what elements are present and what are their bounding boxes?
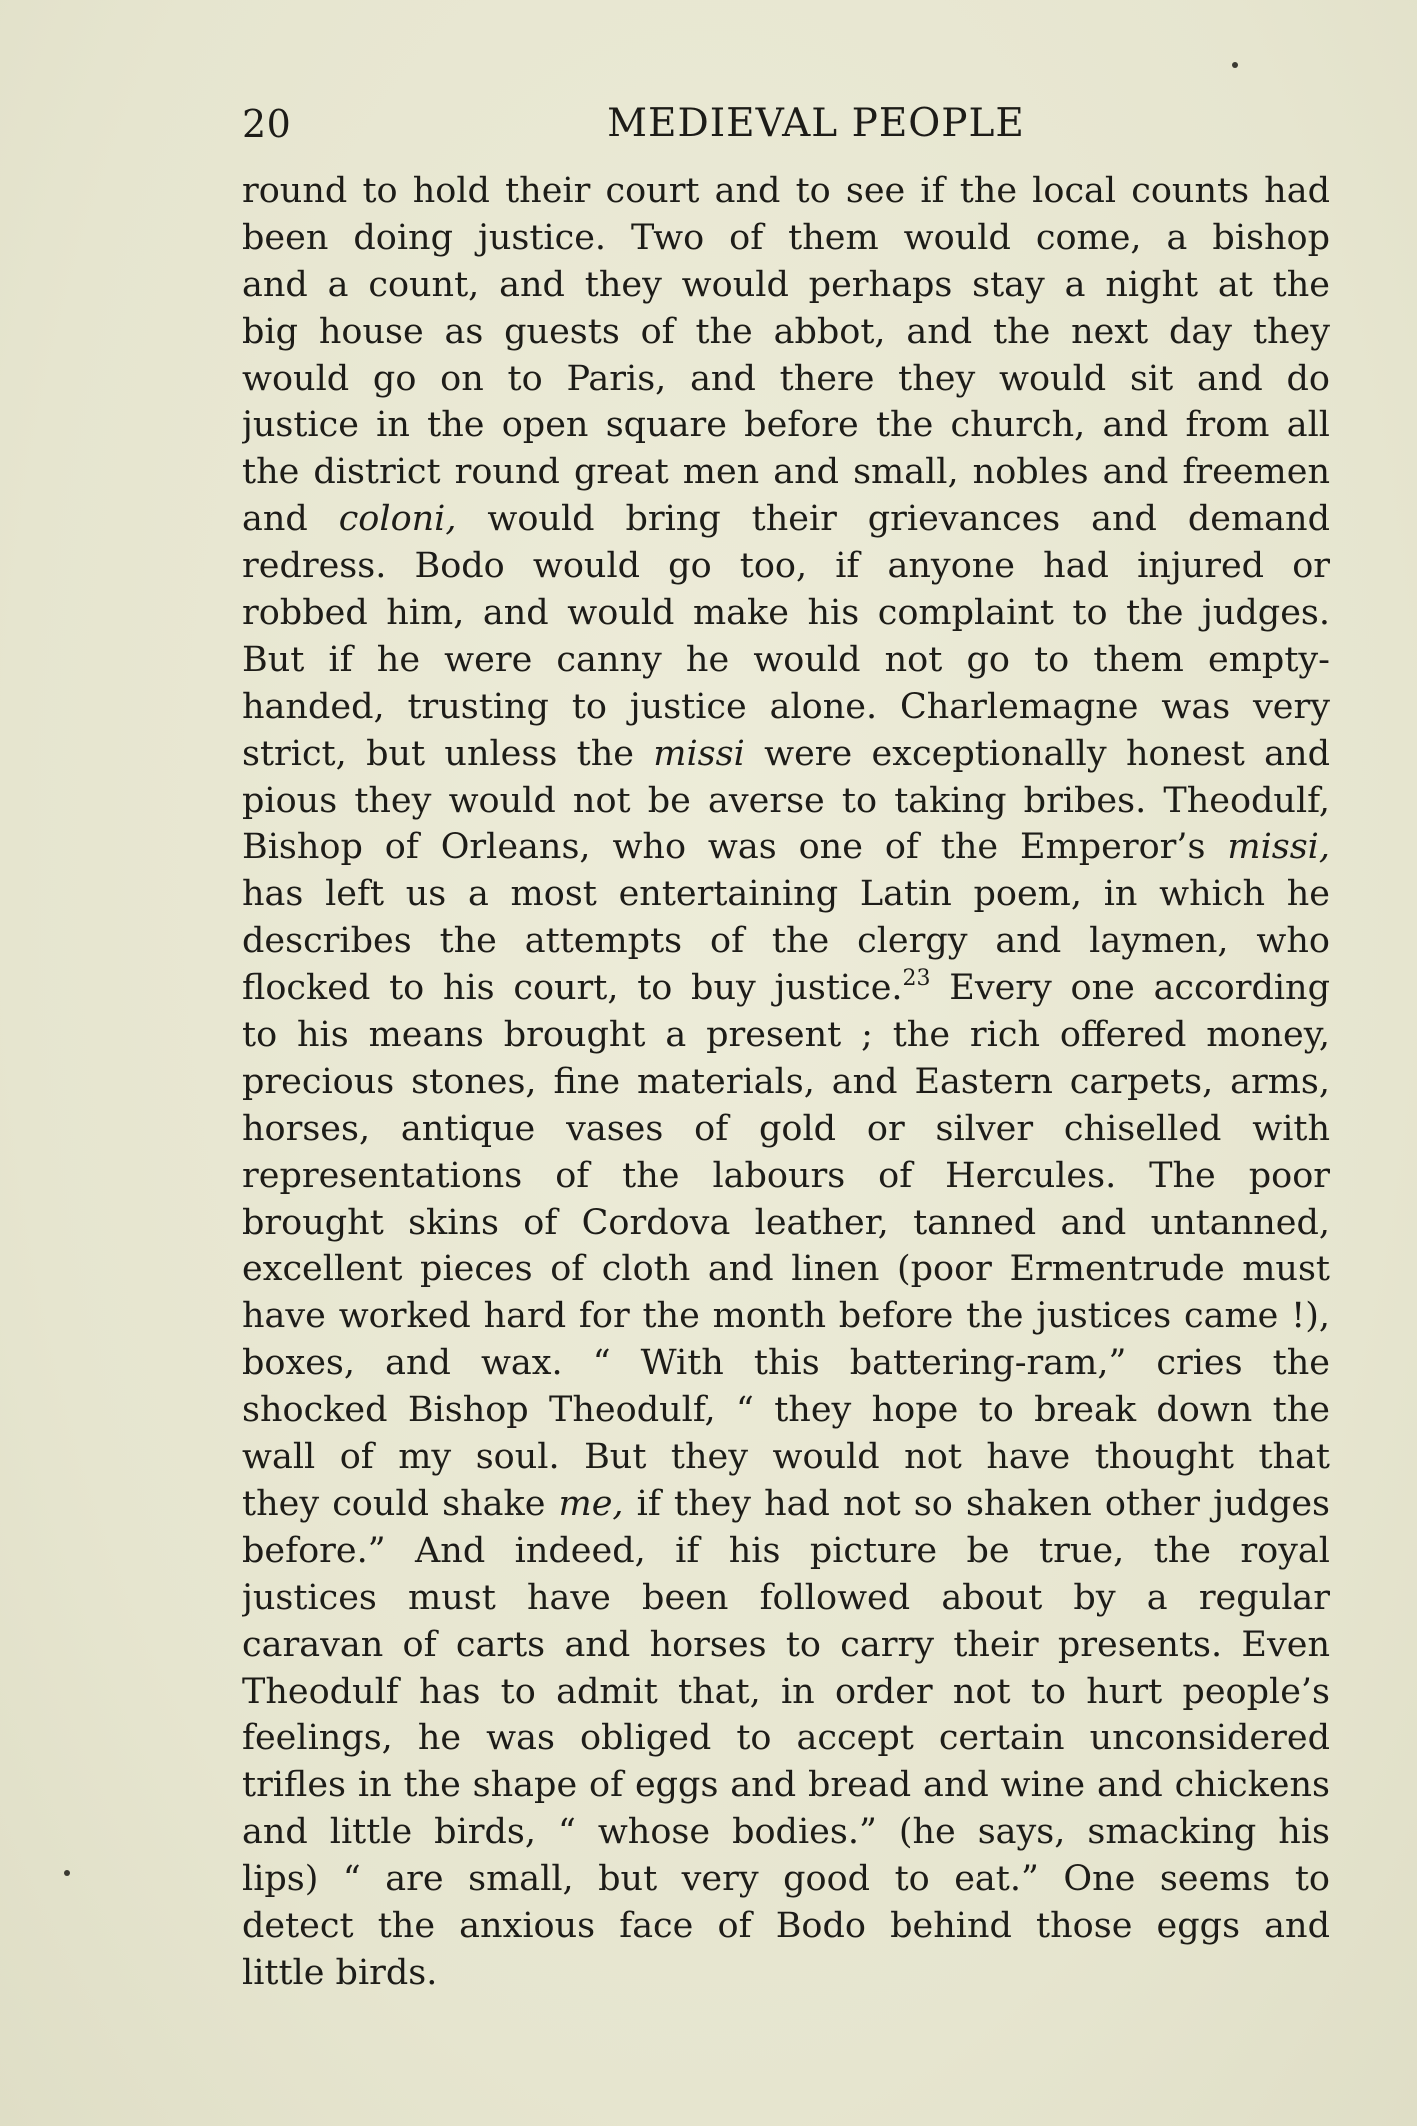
text-line [242,731,1330,778]
text-run: would bring their grievances and demand [456,499,1330,540]
text-line [242,496,1330,543]
text-line [242,1481,1330,1528]
body-paragraph [242,168,1330,1997]
text-line: pious they would not be averse to taking bribes. Theodulf, [242,780,1330,821]
text-run: flocked to his court, to buy justice. [242,968,903,1009]
text-line: and a count, and they would perhaps stay a night at the [242,264,1330,305]
text-line: horses, antique vases of gold or silver chiselled with [242,1108,1330,1149]
text-line: justices must have been followed about by a regular [242,1577,1330,1618]
text-line: to his means brought a present ; the rich offered money, [242,1015,1330,1056]
text-run: Bishop of Orleans, who was one of the Emperor’s [242,827,1228,868]
text-line: little birds. [242,1952,438,1993]
text-line: justice in the open square before the church, and from all [242,405,1330,446]
ink-speck [64,1870,70,1876]
ink-speck [1232,62,1238,68]
text-run: and [242,499,339,540]
text-line: precious stones, fine materials, and Eastern carpets, arms, [242,1061,1330,1102]
text-line: trifles in the shape of eggs and bread and wine and chickens [242,1765,1330,1806]
text-line [242,824,1330,871]
text-line: boxes, and wax. “ With this battering-ram,” cries the [242,1343,1330,1384]
text-line: would go on to Paris, and there they would sit and do [242,358,1330,399]
text-line: wall of my soul. But they would not have thought that [242,1437,1330,1478]
text-line: excellent pieces of cloth and linen (poor Ermentrude must [242,1249,1330,1290]
text-line: redress. Bodo would go too, if anyone had injured or [242,546,1330,587]
text-line: robbed him, and would make his complaint to the judges. [242,593,1330,634]
italic-term: me, [558,1483,624,1524]
text-line: and little birds, “ whose bodies.” (he says, smacking his [242,1812,1330,1853]
italic-term: missi, [1227,827,1330,868]
text-run: they could shake [242,1483,559,1524]
text-line: Theodulf has to admit that, in order not to hurt people’s [242,1671,1330,1712]
text-line: brought skins of Cordova leather, tanned and untanned, [242,1202,1330,1243]
italic-term: coloni, [338,499,457,540]
text-line: detect the anxious face of Bodo behind those eggs and [242,1905,1330,1946]
text-line: been doing justice. Two of them would come, a bishop [242,217,1330,258]
text-line: handed, trusting to justice alone. Charlemagne was very [242,686,1330,727]
text-run: were exceptionally honest and [744,733,1330,774]
text-line: before.” And indeed, if his picture be true, the royal [242,1530,1330,1571]
page-header [242,96,1330,152]
footnote-marker: 23 [902,966,931,992]
text-line: But if he were canny he would not go to them empty- [242,639,1330,680]
text-line: the district round great men and small, nobles and freemen [242,452,1330,493]
page-number: 20 [242,102,292,146]
text-line: caravan of carts and horses to carry their presents. Even [242,1624,1330,1665]
text-line [242,965,1330,1012]
text-line: have worked hard for the month before the justices came !), [242,1296,1330,1337]
text-line: has left us a most entertaining Latin poem, in which he [242,874,1330,915]
text-line: feelings, he was obliged to accept certain unconsidered [242,1718,1330,1759]
text-line: lips) “ are small, but very good to eat.” One seems to [242,1859,1330,1900]
text-line: describes the attempts of the clergy and laymen, who [242,921,1330,962]
text-line: big house as guests of the abbot, and the next day they [242,311,1330,352]
text-line: representations of the labours of Hercules. The poor [242,1155,1330,1196]
text-line: shocked Bishop Theodulf, “ they hope to break down the [242,1390,1330,1431]
text-run: strict, but unless the [242,733,654,774]
running-head: MEDIEVAL PEOPLE [607,101,1025,146]
text-line: round to hold their court and to see if the local counts had [242,171,1330,211]
text-run: if they had not so shaken other judges [623,1483,1330,1524]
italic-term: missi [653,733,745,774]
text-run: Every one according [930,968,1330,1009]
